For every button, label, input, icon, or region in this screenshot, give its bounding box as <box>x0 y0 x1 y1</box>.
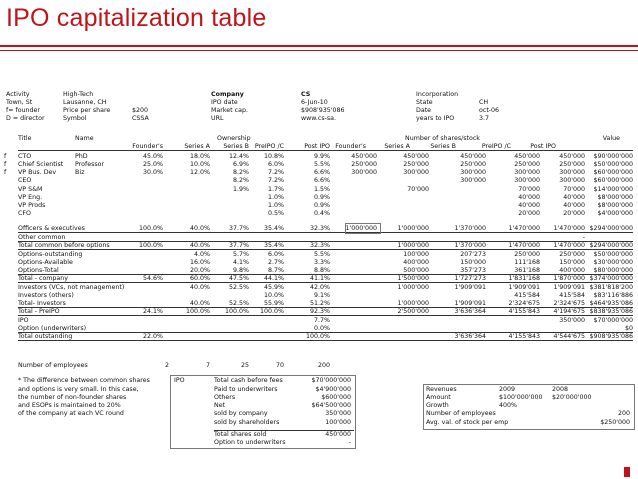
cell-r9-c7: $60'000'000 <box>593 177 633 184</box>
cell-r0-c3: CS <box>301 91 311 98</box>
cell-r13-c1: 0.5% <box>268 210 284 217</box>
cell-r27-c3: 3'636'364 <box>454 333 486 340</box>
cell-r10-c5: 70'000 <box>518 186 540 193</box>
cell-r17-c1: 4.0% <box>194 251 210 258</box>
cell-r19-c6: 357'273 <box>460 267 486 274</box>
cell-r7-c2: Professor <box>75 161 105 168</box>
cell-r14-c11: $294'000'000 <box>589 225 633 232</box>
cell-r7-c5: 6.9% <box>233 161 249 168</box>
cell-r6-c4: 18.0% <box>189 153 210 160</box>
cell-r13-c5: $4'000'000 <box>597 210 633 217</box>
cell-r31-c3: Amount <box>426 394 451 401</box>
total-common-overline <box>18 241 633 242</box>
cell-r18-c5: 400'000 <box>403 259 429 266</box>
cell-r25-c2: 350'000 <box>559 317 585 324</box>
cell-r13-c2: 0.4% <box>314 210 330 217</box>
cell-r35-c0: Total shares sold <box>214 431 267 438</box>
cell-r20-c7: 1'727'273 <box>454 275 486 282</box>
cell-r18-c2: 4.1% <box>233 259 249 266</box>
cell-r15-c1: - <box>582 234 585 241</box>
cell-r16-c0: Total common before options <box>18 242 110 249</box>
cell-r2-c2: $200 <box>132 107 149 114</box>
cell-r17-c4: 5.5% <box>314 251 330 258</box>
cell-r8-c7: 6.6% <box>314 169 330 176</box>
cell-r9-c3: 6.6% <box>314 177 330 184</box>
revenues-box <box>423 384 635 430</box>
cell-r17-c5: 100'000 <box>403 251 429 258</box>
cell-r20-c0: Total - company <box>18 275 69 282</box>
cell-r2-c5: Date <box>416 107 432 114</box>
cell-r28-c1: 2 <box>164 362 169 369</box>
cell-r18-c6: 150'000 <box>460 259 486 266</box>
cell-r27-c6: $908'935'086 <box>589 333 633 340</box>
cell-r8-c12: 300'000 <box>559 169 585 176</box>
officers-underline <box>18 232 633 233</box>
cell-r17-c8: 250'000 <box>559 251 585 258</box>
cell-r8-c5: 8.2% <box>233 169 249 176</box>
cell-r19-c9: $80'000'000 <box>593 267 633 274</box>
cell-r24-c8: 4'155'843 <box>508 308 540 315</box>
cell-r8-c8: 300'000 <box>351 169 377 176</box>
cell-r19-c7: 361'168 <box>514 267 540 274</box>
cell-r16-c4: 35.4% <box>263 242 284 249</box>
cell-r19-c1: 20.0% <box>189 267 210 274</box>
cell-r3-c0: D = director <box>6 115 45 122</box>
cell-r7-c8: 250'000 <box>351 161 377 168</box>
cell-r23-c7: 2'324'675 <box>508 300 540 307</box>
cell-r10-c1: 1.9% <box>233 186 249 193</box>
cell-r24-c7: 3'636'364 <box>454 308 486 315</box>
cell-r30-c4: 2009 <box>499 386 516 393</box>
cell-r8-c3: 30.0% <box>142 169 163 176</box>
cell-r19-c5: 500'000 <box>403 267 429 274</box>
cell-r7-c11: 250'000 <box>514 161 540 168</box>
cell-r7-c9: 250'000 <box>403 161 429 168</box>
cell-r27-c4: 4'155'843 <box>508 333 540 340</box>
cell-r17-c6: 207'273 <box>460 251 486 258</box>
cell-r3-c6: 3.7 <box>479 115 490 122</box>
cell-r14-c8: 1'370'000 <box>454 225 486 232</box>
cell-r10-c2: 1.7% <box>268 186 284 193</box>
brand-mark-icon <box>624 467 630 477</box>
cell-r32-c1: Net <box>214 402 226 409</box>
cell-r34-c0: sold by shareholders <box>214 419 280 426</box>
cell-r28-c2: 7 <box>205 362 210 369</box>
cell-r16-c10: $294'000'000 <box>589 242 633 249</box>
cell-r22-c2: 9.1% <box>314 292 330 299</box>
cell-r11-c2: 0.9% <box>314 194 330 201</box>
cell-r11-c3: 40'000 <box>518 194 540 201</box>
cell-r8-c6: 7.2% <box>268 169 284 176</box>
options-total-underline <box>18 274 633 275</box>
founders-shares-box <box>345 223 381 234</box>
cell-r21-c9: $381'818'200 <box>589 284 633 291</box>
cell-r34-c2: Avg. val. of stock per emp <box>426 419 509 426</box>
cell-r31-c5: $20'000'000 <box>552 394 592 401</box>
cell-r21-c1: 40.0% <box>189 284 210 291</box>
cell-r19-c8: 400'000 <box>559 267 585 274</box>
cell-r29-c3: $70'000'000 <box>311 377 351 384</box>
cell-r5-c9: Post IPO <box>530 143 556 150</box>
cell-r13-c0: CFO <box>18 210 31 217</box>
cell-r16-c9: 1'470'000 <box>553 242 585 249</box>
cell-r3-c2: CSSA <box>132 115 149 122</box>
cell-r23-c6: 1'909'091 <box>454 300 486 307</box>
cell-r7-c1: Chief Scientist <box>18 161 64 168</box>
cell-r14-c10: 1'470'000 <box>553 225 585 232</box>
cell-r6-c0: f <box>4 153 7 160</box>
cell-r19-c2: 9.8% <box>233 267 249 274</box>
cell-r36-c0: Option to underwriters <box>214 439 286 446</box>
cell-r26-c2: $0 <box>624 325 633 332</box>
cell-r1-c5: CH <box>479 99 489 106</box>
cell-r5-c3: PreIPO /C <box>254 143 284 150</box>
cell-r17-c7: 250'000 <box>514 251 540 258</box>
cell-r24-c10: $838'935'086 <box>589 308 633 315</box>
cell-r5-c4: Post IPO <box>304 143 330 150</box>
cell-r18-c7: 111'168 <box>514 259 540 266</box>
cell-r20-c8: 1'831'168 <box>508 275 540 282</box>
cell-r8-c13: $60'000'000 <box>593 169 633 176</box>
cell-r10-c3: 1.5% <box>314 186 330 193</box>
cell-r32-c0: and ESOPs is maintained to 20% <box>18 402 121 409</box>
cell-r4-c2: Ownership <box>217 135 251 142</box>
cell-r26-c1: 0.0% <box>314 325 330 332</box>
preipo-total-underline <box>18 315 633 316</box>
cell-r31-c0: the number of non-founder shares <box>18 394 127 401</box>
cell-r8-c2: Biz <box>75 169 85 176</box>
cell-r21-c0: Investors (VCs, not management) <box>18 284 125 291</box>
cell-r23-c9: $464'935'086 <box>589 300 633 307</box>
cell-r9-c2: 7.2% <box>268 177 284 184</box>
cell-r33-c3: Number of employees <box>426 410 496 417</box>
cell-r27-c1: 22.0% <box>142 333 163 340</box>
cell-r27-c0: Total outstanding <box>18 333 73 340</box>
cell-r12-c5: $8'000'000 <box>597 202 633 209</box>
cell-r3-c3: URL <box>211 115 224 122</box>
cell-r34-c3: $250'000 <box>600 419 630 426</box>
cell-r20-c1: 54.6% <box>142 275 163 282</box>
cell-r21-c7: 1'909'091 <box>508 284 540 291</box>
cell-r13-c3: 20'000 <box>518 210 540 217</box>
cell-r16-c2: 40.0% <box>189 242 210 249</box>
outstanding-underline <box>18 340 633 341</box>
cell-r20-c5: 41.1% <box>309 275 330 282</box>
cell-r25-c3: $70'000'000 <box>593 317 633 324</box>
cell-r32-c3: Growth <box>426 402 449 409</box>
cell-r2-c0: f= founder <box>6 107 41 114</box>
cell-r12-c4: 40'000 <box>563 202 585 209</box>
cell-r17-c3: 6.0% <box>268 251 284 258</box>
cell-r4-c0: Title <box>18 135 32 142</box>
cell-r27-c2: 100.0% <box>305 333 330 340</box>
cell-r23-c0: Total- Investors <box>18 300 66 307</box>
cell-r16-c6: 1'000'000 <box>397 242 429 249</box>
cell-r22-c4: 415'584 <box>559 292 585 299</box>
cell-r36-c1: - <box>348 439 351 446</box>
cell-r8-c1: VP Bus. Dev <box>18 169 57 176</box>
cell-r20-c10: $374'000'000 <box>589 275 633 282</box>
cell-r22-c0: Investors (others) <box>18 292 74 299</box>
cell-r5-c7: Series B <box>430 143 456 150</box>
cell-r17-c9: $50'000'000 <box>593 251 633 258</box>
cell-r2-c4: $908'935'086 <box>301 107 345 114</box>
cell-r24-c6: 2'500'000 <box>397 308 429 315</box>
cell-r16-c7: 1'370'000 <box>454 242 486 249</box>
cell-r10-c7: $14'000'000 <box>593 186 633 193</box>
cell-r9-c5: 300'000 <box>514 177 540 184</box>
cell-r29-c1: IPO <box>174 377 185 384</box>
cell-r11-c4: 40'000 <box>563 194 585 201</box>
cell-r26-c0: Option (underwriters) <box>18 325 87 332</box>
cell-r3-c4: www.cs-sa. <box>301 115 337 122</box>
cell-r2-c3: Market cap. <box>211 107 248 114</box>
cell-r35-c1: 450'000 <box>325 431 351 438</box>
cell-r14-c1: 100.0% <box>138 225 163 232</box>
cell-r1-c2: IPO date <box>211 99 238 106</box>
cell-r14-c6: 1'000'000 <box>345 225 377 232</box>
cell-r31-c1: Others <box>214 394 236 401</box>
cell-r22-c5: $83'116'886 <box>593 292 633 299</box>
cell-r9-c6: 300'000 <box>559 177 585 184</box>
header-underline <box>18 150 633 151</box>
cell-r8-c9: 300'000 <box>403 169 429 176</box>
cell-r0-c2: Company <box>211 91 244 98</box>
cell-r7-c6: 6.0% <box>268 161 284 168</box>
cell-r16-c3: 37.7% <box>228 242 249 249</box>
cell-r20-c4: 44.1% <box>263 275 284 282</box>
cell-r6-c2: PhD <box>75 153 88 160</box>
cell-r28-c5: 200 <box>317 362 330 369</box>
cell-r5-c8: PreIPO /C <box>481 143 511 150</box>
cell-r17-c2: 5.7% <box>233 251 249 258</box>
cell-r12-c0: VP Prods <box>18 202 46 209</box>
cell-r7-c10: 250'000 <box>460 161 486 168</box>
cell-r4-c4: Value <box>602 135 620 142</box>
cell-r8-c0: f <box>4 169 7 176</box>
cell-r20-c3: 47.5% <box>228 275 249 282</box>
cell-r21-c2: 52.5% <box>228 284 249 291</box>
cell-r2-c6: oct-06 <box>479 107 500 114</box>
cell-r1-c1: Lausanne, CH <box>63 99 107 106</box>
cell-r12-c3: 40'000 <box>518 202 540 209</box>
cell-r3-c5: years to IPO <box>416 115 455 122</box>
cell-r28-c0: Number of employees <box>18 362 88 369</box>
cell-r18-c0: Options-Available <box>18 259 73 266</box>
cell-r4-c1: Name <box>75 135 94 142</box>
cell-r3-c1: Symbol <box>63 115 87 122</box>
cell-r1-c4: State <box>416 99 433 106</box>
cell-r0-c1: High-Tech <box>63 91 94 98</box>
cell-r11-c5: $8'000'000 <box>597 194 633 201</box>
cell-r8-c10: 300'000 <box>460 169 486 176</box>
cell-r6-c5: 12.4% <box>228 153 249 160</box>
cell-r6-c11: 450'000 <box>514 153 540 160</box>
cell-r31-c2: $600'000 <box>321 394 351 401</box>
cell-r20-c2: 60.0% <box>189 275 210 282</box>
cell-r16-c8: 1'470'000 <box>508 242 540 249</box>
cell-r23-c8: 2'324'675 <box>553 300 585 307</box>
cell-r6-c12: 450'000 <box>559 153 585 160</box>
cell-r10-c0: VP S&M <box>18 186 43 193</box>
cell-r5-c1: Series A <box>184 143 210 150</box>
cell-r28-c4: 70 <box>275 362 284 369</box>
cell-r14-c4: 35.4% <box>263 225 284 232</box>
cell-r5-c0: Founder's <box>132 143 163 150</box>
cell-r7-c12: 250'000 <box>559 161 585 168</box>
outstanding-overline <box>18 332 633 333</box>
cell-r30-c5: 2008 <box>552 386 569 393</box>
cell-r6-c8: 450'000 <box>351 153 377 160</box>
cell-r32-c2: $64'500'000 <box>311 402 351 409</box>
cell-r25-c0: IPO <box>18 317 29 324</box>
cell-r29-c2: Total cash before fees <box>214 377 283 384</box>
cell-r25-c1: 7.7% <box>314 317 330 324</box>
cell-r6-c13: $90'000'000 <box>593 153 633 160</box>
cell-r23-c4: 51.2% <box>309 300 330 307</box>
cell-r10-c4: 70'000 <box>407 186 429 193</box>
cell-r12-c2: 0.9% <box>314 202 330 209</box>
cell-r10-c6: 70'000 <box>563 186 585 193</box>
cell-r14-c0: Officers & executives <box>18 225 85 232</box>
cell-r7-c13: $50'000'000 <box>593 161 633 168</box>
cell-r21-c3: 45.9% <box>263 284 284 291</box>
cell-r23-c5: 1'000'000 <box>397 300 429 307</box>
cell-r1-c0: Town, St <box>6 99 33 106</box>
cell-r18-c4: 3.3% <box>314 259 330 266</box>
cell-r23-c2: 52.5% <box>228 300 249 307</box>
cell-r9-c1: 8.2% <box>233 177 249 184</box>
cell-r21-c5: 1'000'000 <box>397 284 429 291</box>
cell-r17-c0: Options-outstanding <box>18 251 83 258</box>
cell-r24-c2: 100.0% <box>185 308 210 315</box>
cell-r33-c1: sold by company <box>214 410 268 417</box>
cell-r18-c9: $30'000'000 <box>593 259 633 266</box>
company-total-underline <box>18 282 633 283</box>
cell-r14-c2: 40.0% <box>189 225 210 232</box>
cell-r27-c5: 4'544'675 <box>553 333 585 340</box>
page-title: IPO capitalization table <box>6 4 267 32</box>
cell-r19-c4: 8.8% <box>314 267 330 274</box>
cell-r18-c1: 16.0% <box>189 259 210 266</box>
cell-r7-c4: 10.0% <box>189 161 210 168</box>
cell-r30-c0: and options is very small. In this case, <box>18 386 139 393</box>
title-rule-top <box>0 45 638 47</box>
cell-r2-c1: Price per share <box>63 107 111 114</box>
cell-r12-c1: 1.0% <box>268 202 284 209</box>
cell-r30-c2: $4'900'000 <box>315 386 351 393</box>
cell-r34-c1: 100'000 <box>325 419 351 426</box>
cell-r7-c3: 25.0% <box>142 161 163 168</box>
cell-r18-c8: 150'000 <box>559 259 585 266</box>
cell-r23-c3: 55.9% <box>263 300 284 307</box>
cell-r16-c1: 100.0% <box>138 242 163 249</box>
cell-r22-c3: 415'584 <box>514 292 540 299</box>
cell-r0-c0: Activity <box>6 91 30 98</box>
ipo-summary-box <box>170 375 356 449</box>
cell-r6-c3: 45.0% <box>142 153 163 160</box>
cell-r5-c2: Series B <box>223 143 249 150</box>
cell-r15-c0: Other common <box>18 234 66 241</box>
cell-r6-c9: 450'000 <box>403 153 429 160</box>
title-rule-bottom <box>0 50 638 51</box>
cell-r33-c2: 350'000 <box>325 410 351 417</box>
cell-r14-c7: 1'000'000 <box>397 225 429 232</box>
cell-r7-c7: 5.5% <box>314 161 330 168</box>
cell-r13-c4: 20'000 <box>563 210 585 217</box>
investors-total-underline <box>18 307 633 308</box>
cell-r19-c3: 8.7% <box>268 267 284 274</box>
cell-r32-c4: 400% <box>499 402 518 409</box>
cell-r5-c6: Series A <box>384 143 410 150</box>
cell-r11-c1: 1.0% <box>268 194 284 201</box>
cell-r8-c11: 300'000 <box>514 169 540 176</box>
cell-r20-c9: 1'870'000 <box>553 275 585 282</box>
cell-r28-c3: 25 <box>240 362 249 369</box>
cell-r24-c5: 92.3% <box>309 308 330 315</box>
cell-r9-c4: 300'000 <box>460 177 486 184</box>
cell-r14-c9: 1'470'000 <box>508 225 540 232</box>
cell-r5-c5: Founder's <box>335 143 366 150</box>
cell-r9-c0: CEO <box>18 177 32 184</box>
cell-r14-c3: 37.7% <box>228 225 249 232</box>
cell-r20-c6: 1'500'000 <box>397 275 429 282</box>
cell-r0-c4: Incorporation <box>416 91 459 98</box>
cell-r4-c3: Number of shares/stock <box>405 135 480 142</box>
cell-r21-c8: 1'909'091 <box>553 284 585 291</box>
cell-r31-c4: $100'000'000 <box>499 394 543 401</box>
cell-r24-c1: 24.1% <box>142 308 163 315</box>
cell-r21-c6: 1'909'091 <box>454 284 486 291</box>
cell-r19-c0: Options-Total <box>18 267 59 274</box>
cell-r24-c4: 100.0% <box>259 308 284 315</box>
cell-r30-c3: Revenues <box>426 386 457 393</box>
cell-r22-c1: 10.0% <box>263 292 284 299</box>
cell-r33-c4: 200 <box>617 410 630 417</box>
cell-r6-c10: 450'000 <box>460 153 486 160</box>
cell-r29-c0: * The difference between common shares <box>18 377 150 384</box>
cell-r33-c0: of the company at each VC round <box>18 410 124 417</box>
cell-r6-c7: 9.9% <box>314 153 330 160</box>
cell-r6-c1: CTO <box>18 153 32 160</box>
cell-r7-c0: f <box>4 161 7 168</box>
cell-r8-c4: 12.0% <box>189 169 210 176</box>
total-common-underline <box>18 249 633 250</box>
cell-r18-c3: 2.7% <box>268 259 284 266</box>
cell-r11-c0: VP Eng. <box>18 194 43 201</box>
cell-r6-c6: 10.8% <box>263 153 284 160</box>
cell-r24-c0: Total - PreIPO <box>18 308 60 315</box>
cell-r14-c5: 32.3% <box>309 225 330 232</box>
cell-r30-c1: Paid to underwriters <box>214 386 278 393</box>
cell-r1-c3: 6-Jun-10 <box>301 99 328 106</box>
cell-r24-c3: 100.0% <box>224 308 249 315</box>
cell-r24-c9: 4'194'675 <box>553 308 585 315</box>
cell-r21-c4: 42.0% <box>309 284 330 291</box>
cell-r23-c1: 40.0% <box>189 300 210 307</box>
cell-r16-c5: 32.3% <box>309 242 330 249</box>
